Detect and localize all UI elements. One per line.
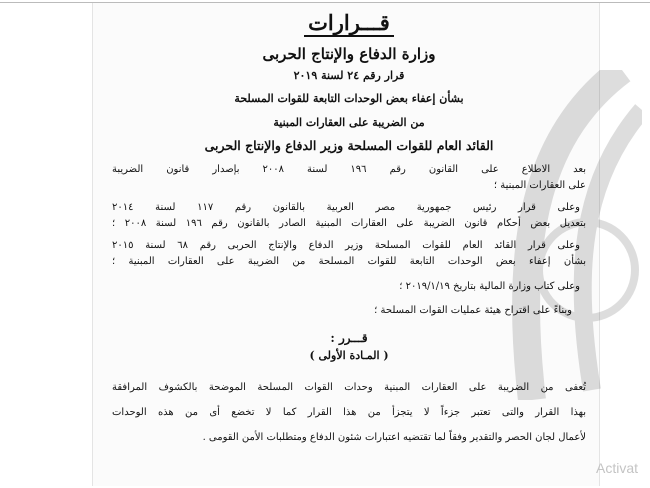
subject-line-2: من الضريبة على العقارات المبنية [273, 116, 425, 129]
decision-heading: قـــرر : [330, 330, 368, 345]
decree-page [112, 8, 586, 450]
preamble-line: بعد الاطلاع على القانون رقم ١٩٦ لسنة ٢٠٠٨ بإصدار قانون الضريبة [112, 164, 586, 175]
article-heading: ( المـادة الأولى ) [309, 348, 389, 362]
article-line: بهذا القرار والتى تعتبر جزءاً لا يتجزأ من هذا القرار كما لا تخضع أى من هذه الوحدات [112, 406, 586, 418]
article-body [112, 375, 586, 450]
preamble-line: وعلى كتاب وزارة المالية بتاريخ ٢٠١٩/١/١٩ ؛ [399, 280, 580, 292]
article-line: لأعمال لجان الحصر والتقدير وفقاً لما تقتضيه اعتبارات شئون الدفاع ومتطلبات الأمن القومى . [202, 431, 586, 443]
article-line: تُعفى من الضريبة على العقارات المبنية وحدات القوات المسلحة الموضحة بالكشوف المرافقة [112, 381, 586, 393]
subject-line-1: بشأن إعفاء بعض الوحدات التابعة للقوات المسلحة [234, 92, 464, 105]
preamble-line: وبناءً على اقتراح هيئة عمليات القوات المسلحة ؛ [374, 305, 572, 317]
ministry-heading: وزارة الدفاع والإنتاج الحربى [262, 45, 436, 63]
decree-number: قرار رقم ٢٤ لسنة ٢٠١٩ [293, 69, 405, 82]
preamble-line: على العقارات المبنية ؛ [493, 179, 586, 191]
page-title: قـــرارات [112, 8, 586, 38]
activation-watermark-text: Activat [596, 460, 639, 476]
preamble-line: وعلى قرار رئيس جمهورية مصر العربية بالقانون رقم ١١٧ لسنة ٢٠١٤ [112, 202, 580, 214]
preamble-line: وعلى قرار القائد العام للقوات المسلحة وزير الدفاع والإنتاج الحربى رقم ٦٨ لسنة ٢٠١٥ [112, 240, 580, 252]
issuer-line: القائد العام للقوات المسلحة وزير الدفاع والإنتاج الحربى [204, 138, 494, 153]
preamble-line: بتعديل بعض أحكام قانون الضريبة على العقارات المبنية الصادر بالقانون رقم ١٩٦ لسنة ٢٠٠٨ ؛ [112, 217, 586, 229]
preamble [112, 162, 586, 319]
preamble-line: بشأن إعفاء بعض الوحدات التابعة للقوات المسلحة من الضريبة على العقارات المبنية ؛ [112, 255, 586, 267]
top-border-line [0, 2, 650, 3]
